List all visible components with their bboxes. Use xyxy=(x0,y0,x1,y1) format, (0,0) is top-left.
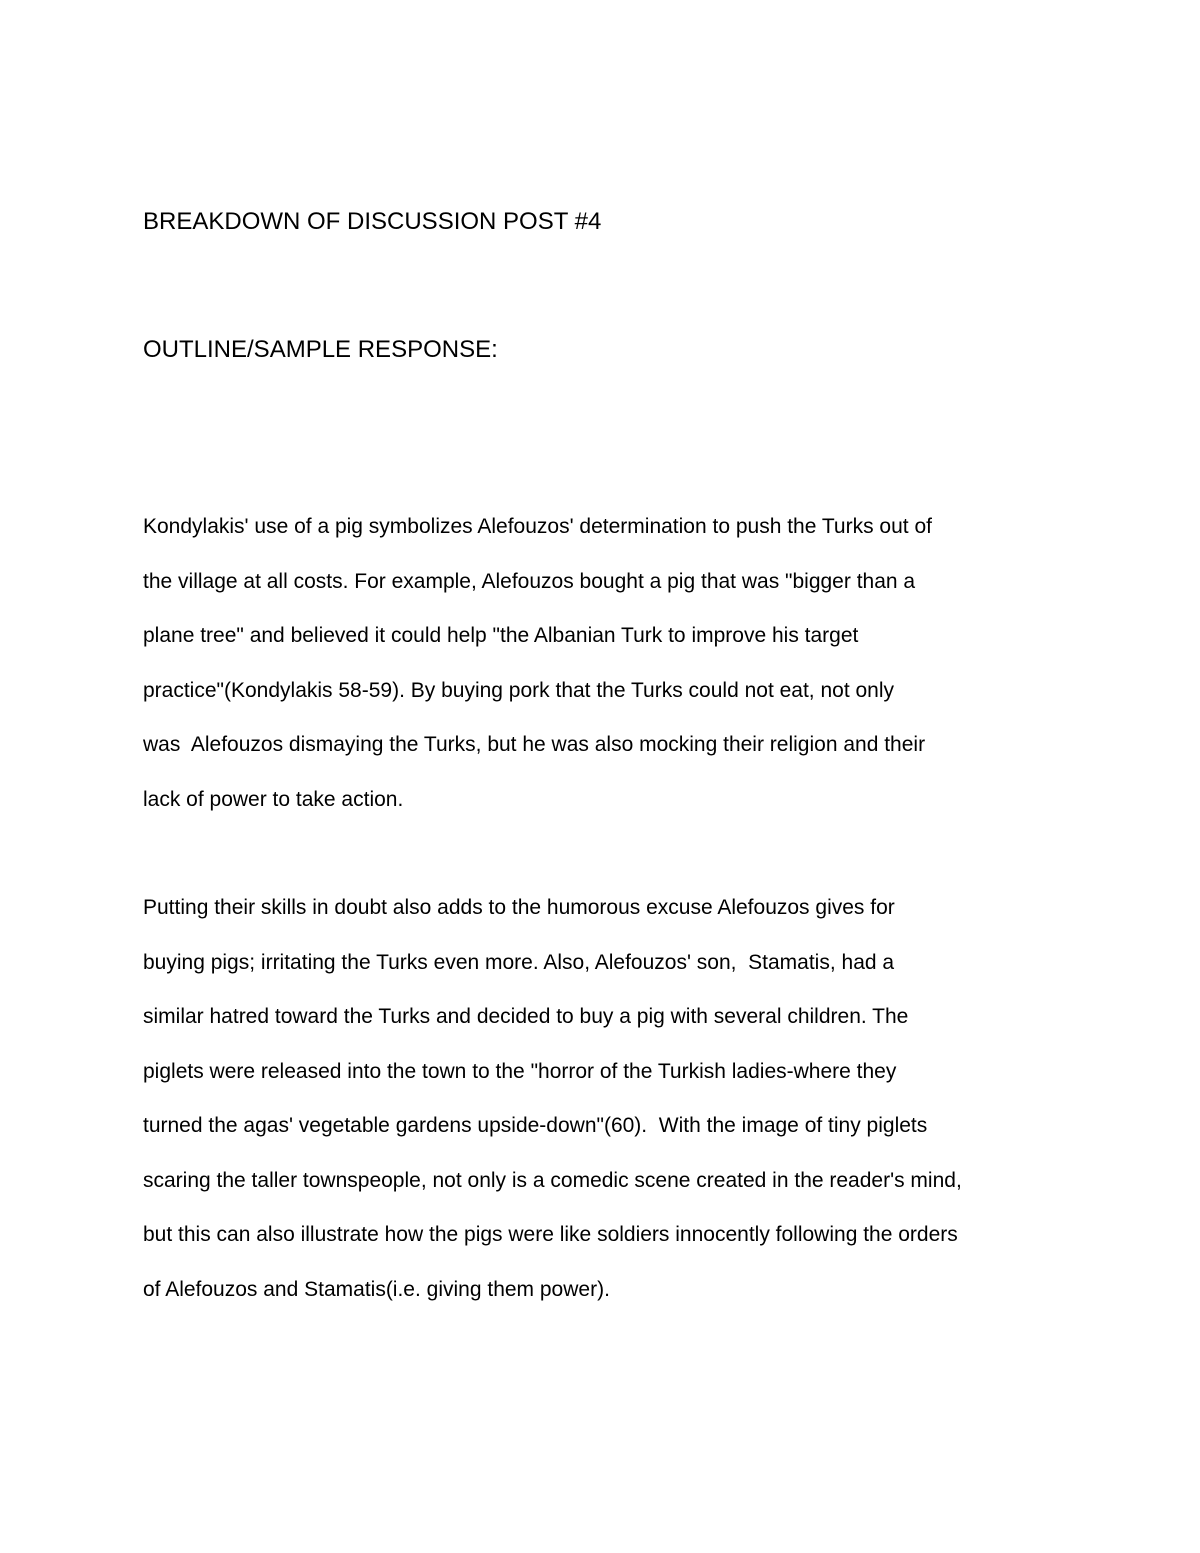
paragraph-line: buying pigs; irritating the Turks even more. Also, Alefouzos' son, Stamatis, had a xyxy=(143,950,895,974)
paragraph-line: practice"(Kondylakis 58-59). By buying pork that the Turks could not eat, not only xyxy=(143,678,895,702)
paragraph-line: Putting their skills in doubt also adds to the humorous excuse Alefouzos gives for xyxy=(143,896,895,919)
paragraph-2 xyxy=(143,893,1083,1329)
paragraph-line: but this can also illustrate how the pigs were like soldiers innocently following the orders xyxy=(143,1223,958,1246)
paragraph-line: piglets were released into the town to the "horror of the Turkish ladies-where they xyxy=(143,1059,897,1083)
paragraph-line: turned the agas' vegetable gardens upside-down"(60). With the image of tiny piglets xyxy=(143,1114,928,1137)
paragraph-line: was Alefouzos dismaying the Turks, but he was also mocking their religion and their xyxy=(143,733,926,756)
paragraph-line: the village at all costs. For example, Alefouzos bought a pig that was "bigger than a xyxy=(143,569,916,593)
paragraph-line: scaring the taller townspeople, not only is a comedic scene created in the reader's mind, xyxy=(143,1168,962,1192)
paragraph-line: similar hatred toward the Turks and decided to buy a pig with several children. The xyxy=(143,1005,909,1028)
paragraph-line: Kondylakis' use of a pig symbolizes Alefouzos' determination to push the Turks out of xyxy=(143,515,932,538)
paragraph-line: lack of power to take action. xyxy=(143,787,404,811)
paragraph-line: plane tree" and believed it could help "the Albanian Turk to improve his target xyxy=(143,624,859,647)
paragraph-1 xyxy=(143,512,1083,839)
paragraph-line: of Alefouzos and Stamatis(i.e. giving them power). xyxy=(143,1277,610,1301)
document-title: BREAKDOWN OF DISCUSSION POST #4 xyxy=(143,208,602,235)
document-subtitle: OUTLINE/SAMPLE RESPONSE: xyxy=(143,336,498,363)
